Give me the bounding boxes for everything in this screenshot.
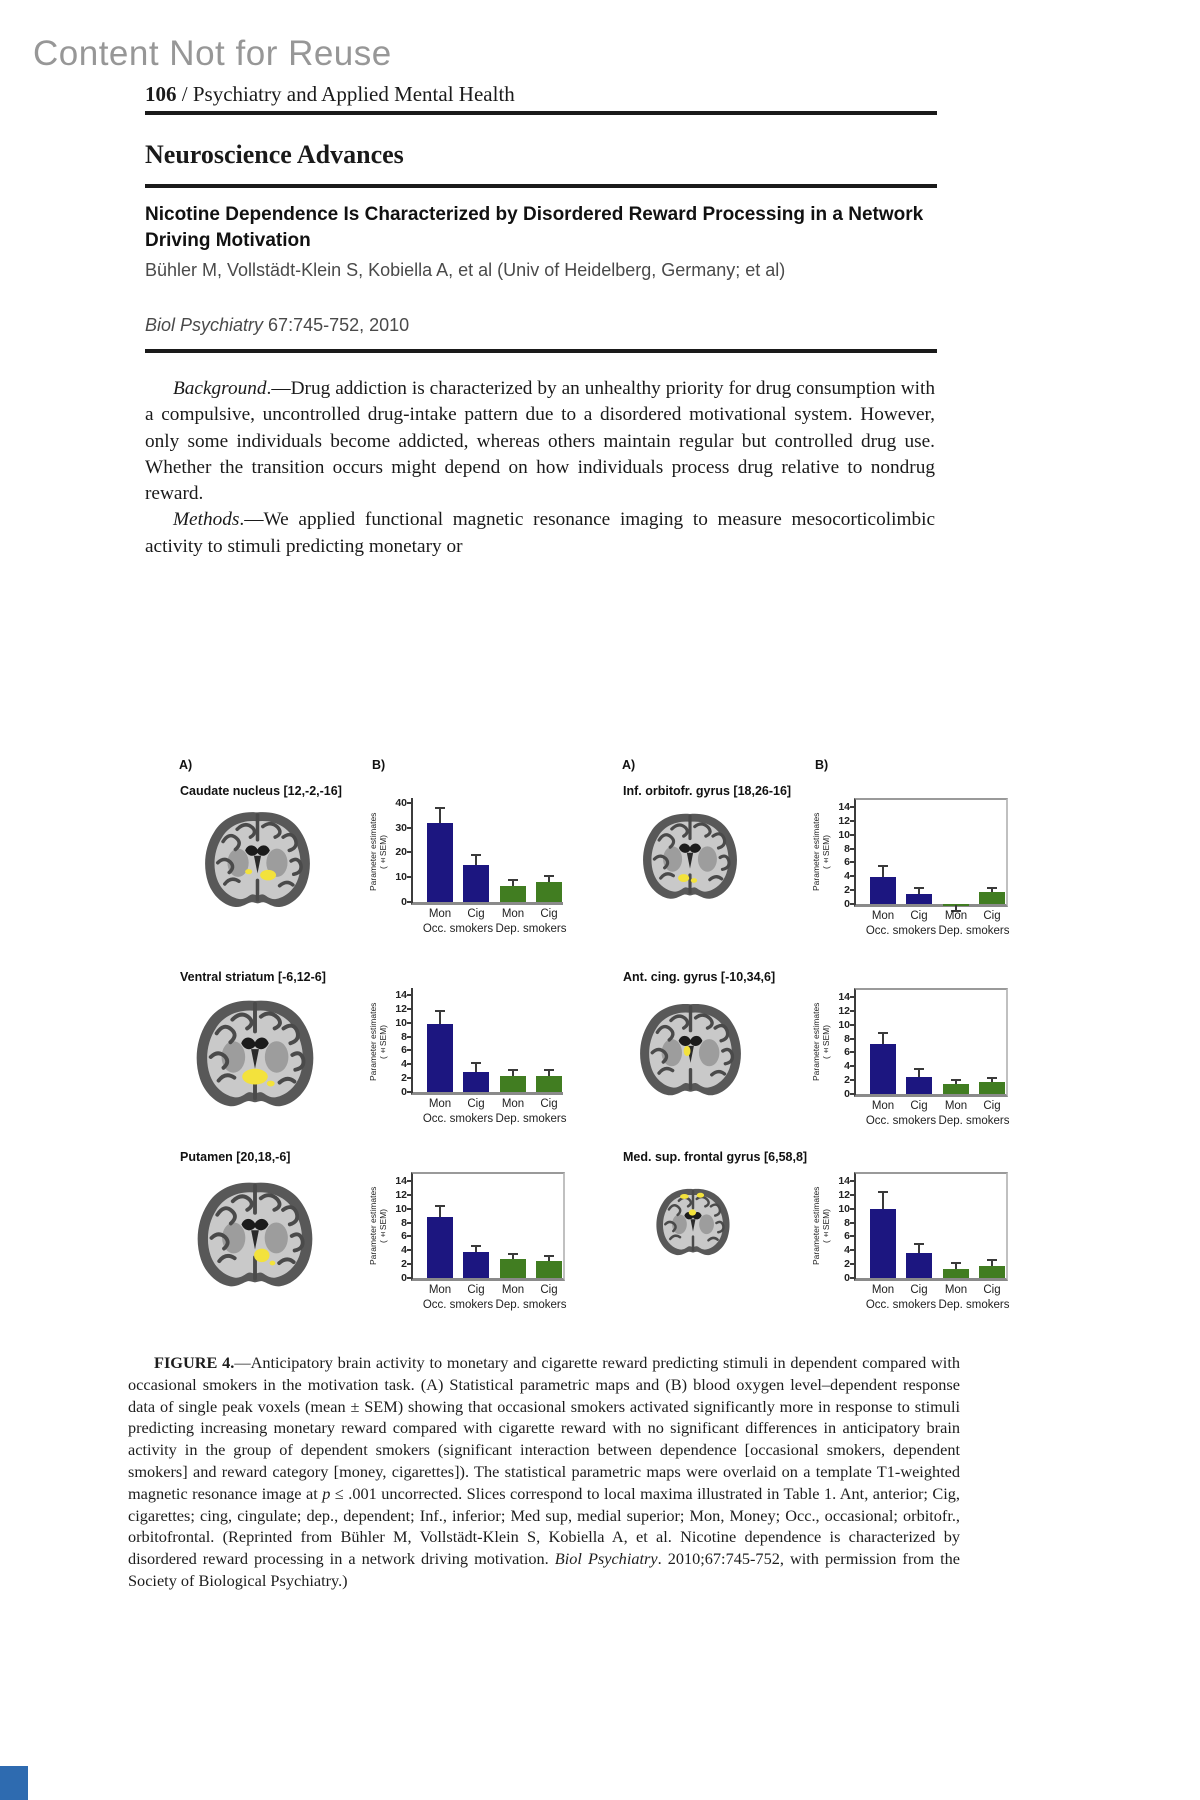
article-authors: Bühler M, Vollstädt-Klein S, Kobiella A, et al (Univ of Heidelberg, Germany; et al) xyxy=(145,260,786,280)
bar-chart-med-sup-frontal xyxy=(808,1168,1023,1328)
figure-group-right xyxy=(593,738,1030,1342)
chart-plot-area: 0 2 4 6 8 10 12 14 Mon Cig Mon Cig Occ. smokers Dep. smokers xyxy=(854,988,1008,1097)
brain-image-med-sup-frontal xyxy=(649,1186,737,1260)
panel-a-label: A) xyxy=(179,758,193,772)
abstract-body xyxy=(145,376,935,560)
page-header xyxy=(145,82,515,107)
bar-chart-caudate xyxy=(365,794,580,954)
panel-b-label: B) xyxy=(372,758,386,772)
brain-image-putamen xyxy=(186,1178,324,1294)
chart-y-axis-label: Parameter estimates (±SEM) xyxy=(368,1186,388,1266)
region-label-med-sup-frontal: Med. sup. frontal gyrus [6,58,8] xyxy=(623,1150,808,1164)
region-label-putamen: Putamen [20,18,-6] xyxy=(180,1150,291,1164)
figure-group-left xyxy=(150,738,587,1342)
page-number: 106 xyxy=(145,82,177,106)
brain-image-inf-orbitofrontal xyxy=(631,810,749,905)
article-journal xyxy=(145,315,409,336)
article-title: Nicotine Dependence Is Characterized by Disordered Reward Processing in a Network Driving Motivation xyxy=(145,204,924,251)
bar-chart-ant-cingulate xyxy=(808,984,1023,1144)
chart-plot-area: 0 2 4 6 8 10 12 14 Mon Cig Mon Cig Occ. smokers Dep. smokers xyxy=(395,988,567,1125)
brain-image-ant-cingulate xyxy=(628,1000,753,1102)
panel-b-label: B) xyxy=(815,758,829,772)
watermark-text: Content Not for Reuse xyxy=(33,34,392,73)
figure-4 xyxy=(150,738,1030,1342)
journal-citation: 67:745-752, 2010 xyxy=(263,315,410,335)
region-label-inf-orbitofrontal: Inf. orbitofr. gyrus [18,26-16] xyxy=(623,784,792,798)
panel-a-label: A) xyxy=(622,758,636,772)
corner-accent xyxy=(0,1766,28,1800)
background-paragraph: Background.—Drug addiction is characterized by an unhealthy priority for drug consumption with a compulsive, uncontrolled drug-intake pattern due to a disordered motivational system. However, only some individuals become addicted, whereas others maintain regular but controlled drug use. Whether the transition occurs might depend on how individuals process drug relative to nondrug reward. xyxy=(145,378,935,505)
brain-image-ventral-striatum xyxy=(186,996,324,1114)
chart-y-axis-label: Parameter estimates (±SEM) xyxy=(811,1186,831,1266)
chart-plot-area: 0 2 4 6 8 10 12 14 Mon Cig Mon Cig Occ. smokers Dep. smokers xyxy=(854,798,1008,907)
region-label-ant-cingulate: Ant. cing. gyrus [-10,34,6] xyxy=(623,970,776,984)
page-header-separator: / xyxy=(176,82,193,106)
region-label-caudate: Caudate nucleus [12,-2,-16] xyxy=(180,784,342,798)
header-rule xyxy=(145,111,937,115)
article-rule xyxy=(145,349,937,353)
brain-image-caudate xyxy=(195,808,320,914)
figure-caption: FIGURE 4.—Anticipatory brain activity to monetary and cigarette reward predicting stimuli in dependent compared with occasional smokers in the motivation task. (A) Statistical parametric maps and (B) blood oxygen level–dependent response data of single peak voxels (mean ± SEM) showing that occasional smokers activated significantly more in response to stimuli predicting increasing monetary reward compared with cigarette reward with no significant differences in anticipatory brain activity in the group of dependent smokers (significant interaction between dependence [occasional smokers, dependent smokers] and reward category [money, cigarettes]). The statistical parametric maps were overlaid on a template T1-weighted magnetic resonance image at p ≤ .001 uncorrected. Slices correspond to local maxima illustrated in Table 1. Ant, anterior; Cig, cigarettes; cing, cingulate; dep., dependent; Inf., inferior; Med sup, medial superior; Mon, Money; Occ., occasional; orbitofr., orbitofrontal. (Reprinted from Bühler M, Vollstädt-Klein S, Kobiella A, et al. Nicotine dependence is characterized by disordered reward processing in a network driving motivation. Biol Psychiatry. 2010;67:745-752, with permission from the Society of Biological Psychiatry.) xyxy=(128,1353,961,1590)
bar-chart-ventral-striatum xyxy=(365,984,580,1144)
chart-y-axis-label: Parameter estimates (±SEM) xyxy=(368,812,388,892)
section-rule xyxy=(145,184,937,188)
chart-plot-area: 0 2 4 6 8 10 12 14 Mon Cig Mon Cig Occ. smokers Dep. smokers xyxy=(854,1172,1008,1281)
region-label-ventral-striatum: Ventral striatum [-6,12-6] xyxy=(180,970,326,984)
methods-paragraph: Methods.—We applied functional magnetic resonance imaging to measure mesocorticolimbic activity to stimuli predicting monetary or xyxy=(145,509,935,557)
bar-chart-putamen xyxy=(365,1168,580,1328)
chart-y-axis-label: Parameter estimates (±SEM) xyxy=(811,812,831,892)
bar-chart-inf-orbitofrontal xyxy=(808,794,1023,954)
chart-y-axis-label: Parameter estimates (±SEM) xyxy=(368,1002,388,1082)
journal-name: Biol Psychiatry xyxy=(145,315,264,335)
chart-plot-area: 0 10 20 30 40 Mon Cig Mon Cig Occ. smokers Dep. smokers xyxy=(395,796,567,935)
section-title: Neuroscience Advances xyxy=(145,140,404,169)
chart-y-axis-label: Parameter estimates (±SEM) xyxy=(811,1002,831,1082)
page-header-title: Psychiatry and Applied Mental Health xyxy=(192,82,515,106)
chart-plot-area: 0 2 4 6 8 10 12 14 Mon Cig Mon Cig Occ. smokers Dep. smokers xyxy=(411,1172,565,1281)
